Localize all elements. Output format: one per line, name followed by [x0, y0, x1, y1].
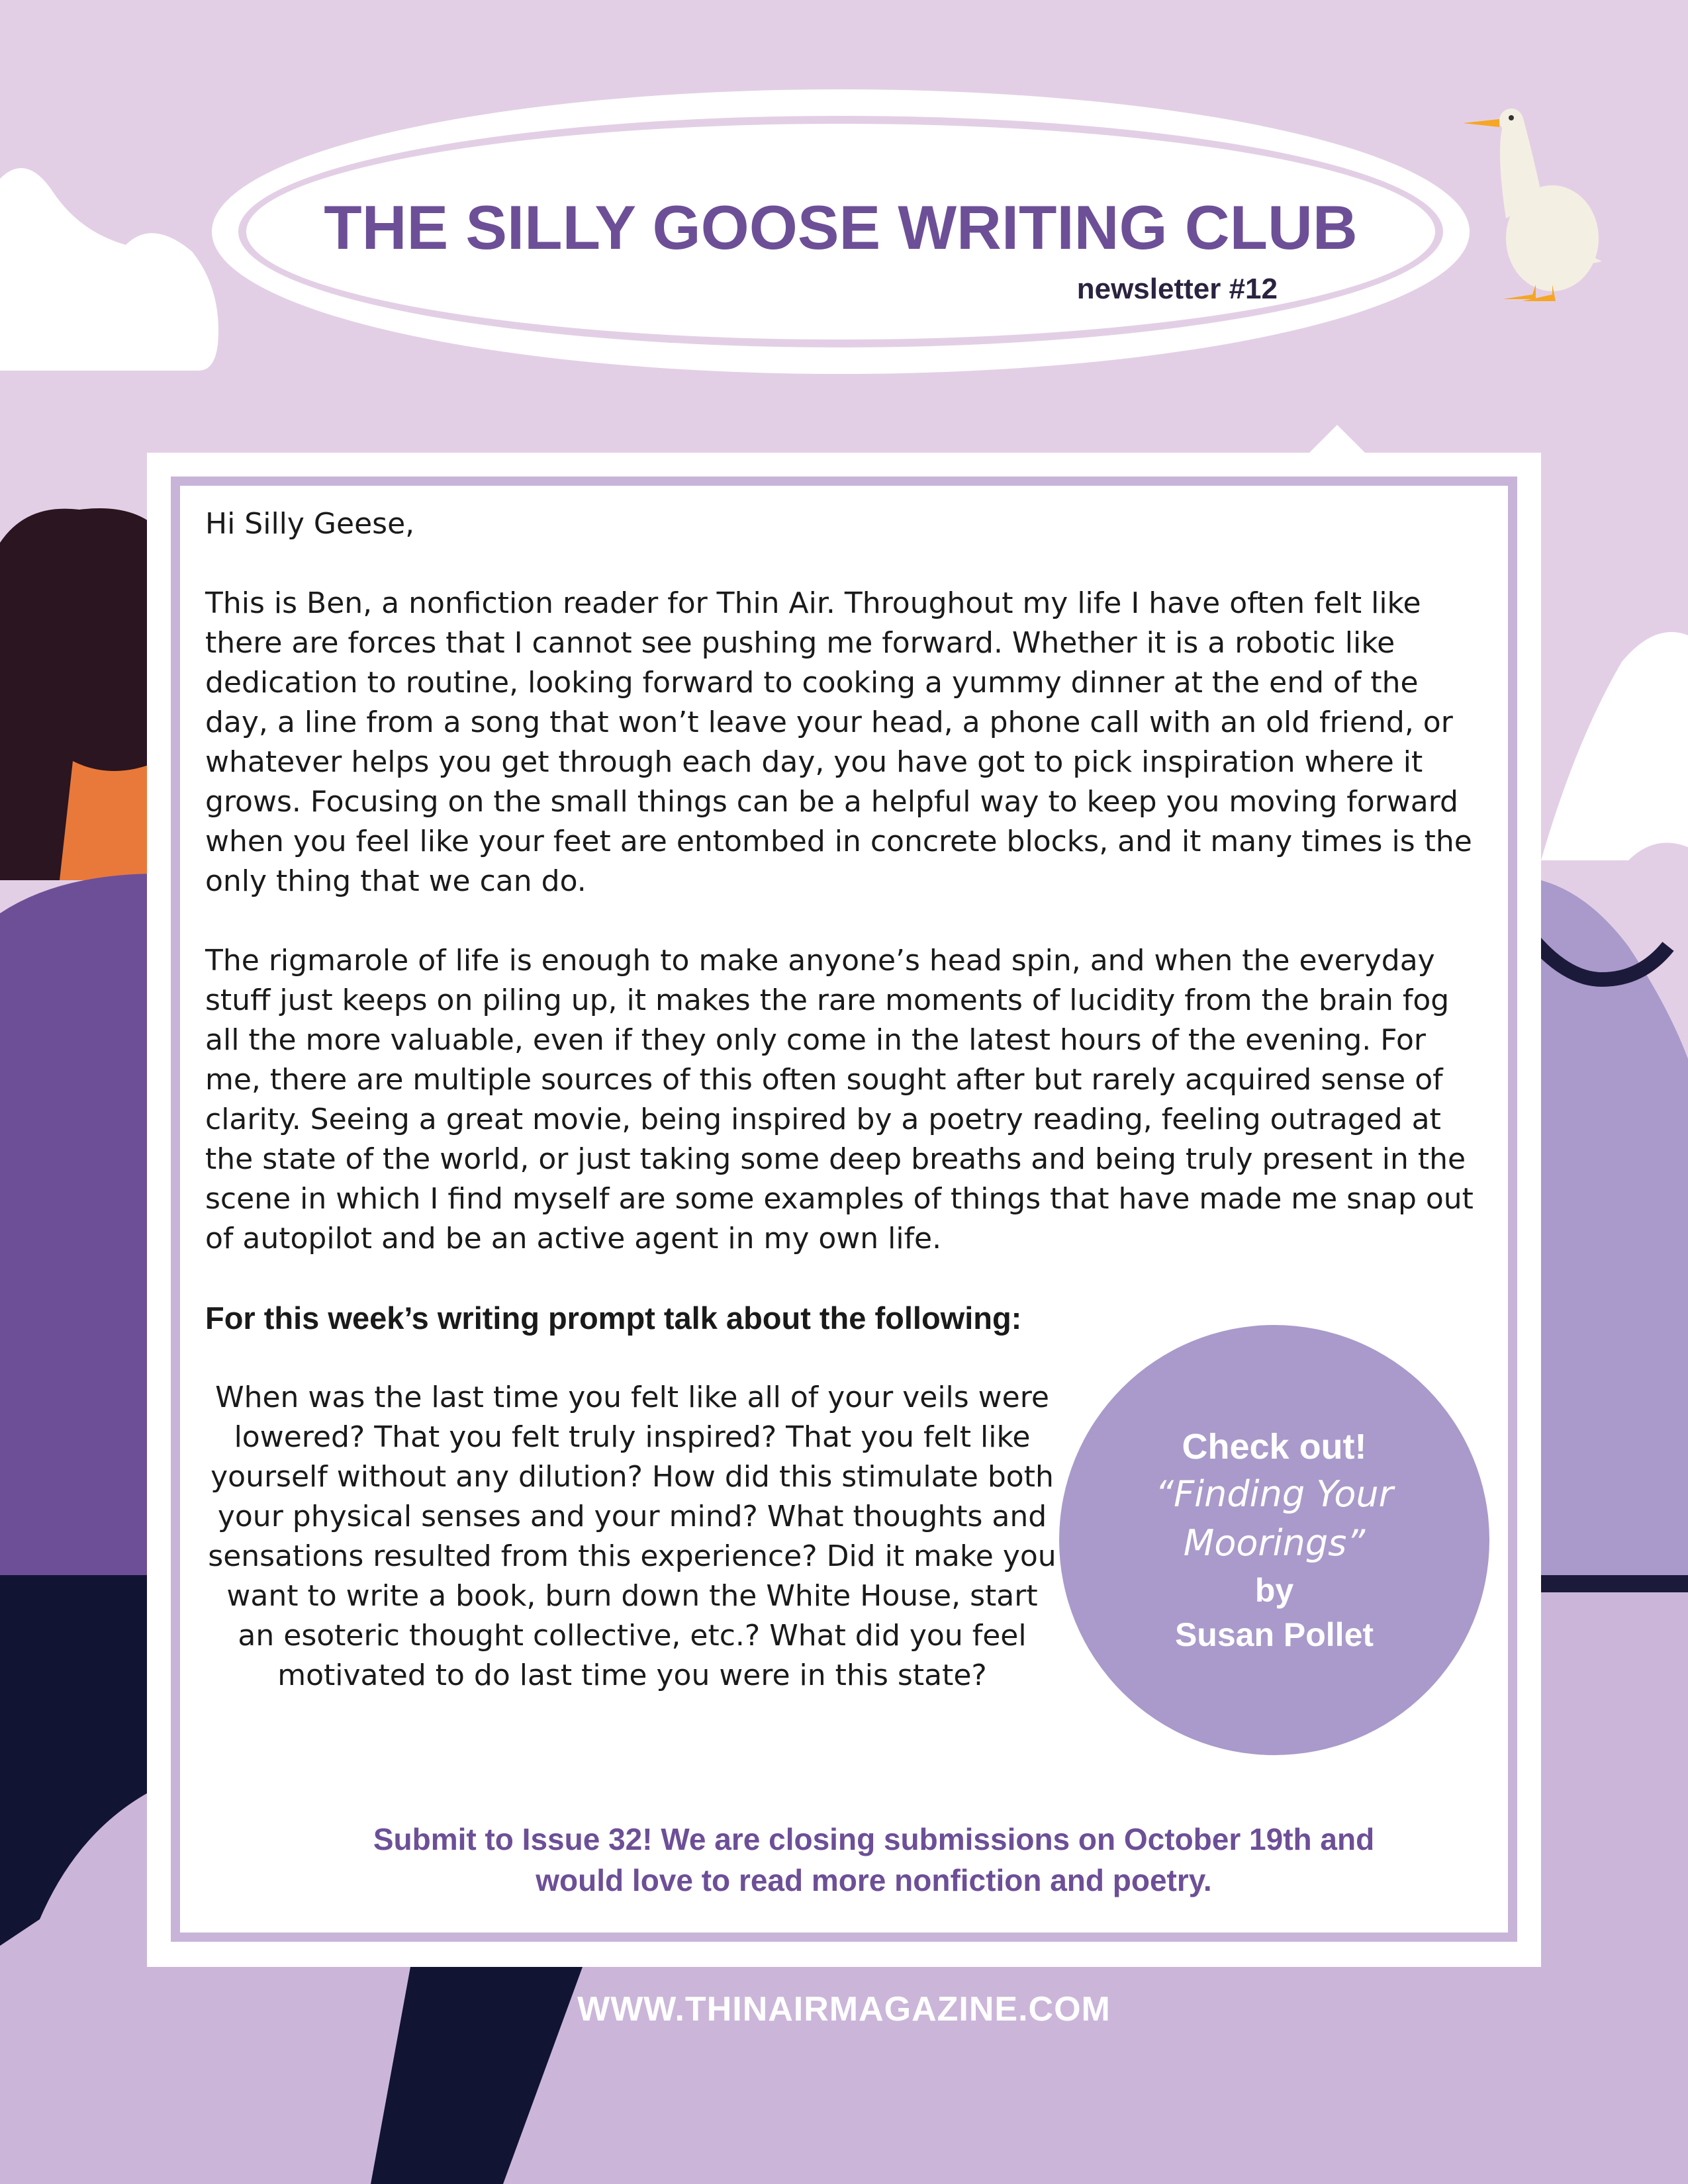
- prompt-heading: For this week’s writing prompt talk about the following:: [205, 1300, 1022, 1336]
- feature-book-title: “Finding Your Moorings”: [1155, 1473, 1393, 1564]
- prompt-body: When was the last time you felt like all of your veils were lowered? That you felt truly inspired? That you felt like yourself without any dilution? How did this stimulate both your physical senses and your mind? What thoughts and sensations resulted from this experience? Did it make you want to write a book, burn down the White House, start an esoteric thought collective, etc.? What did you feel motivated to do last time you were in this state?: [208, 1381, 1056, 1692]
- feature-by: by: [1254, 1572, 1294, 1609]
- feature-circle: [1059, 1325, 1489, 1755]
- goose-illustration: [1463, 109, 1602, 301]
- feature-check-out: Check out!: [1182, 1427, 1367, 1467]
- letter-paragraph-2: The rigmarole of life is enough to make anyone’s head spin, and when the everyday stuff just keeps on piling up, it makes the rare moments of lucidity from the brain fog all the more valuable, even if they only come in the latest hours of the evening. For me, there are multiple sources of this often sought after but rarely acquired sense of clarity. Seeing a great movie, being inspired by a poetry reading, feeling outraged at the state of the world, or just taking some deep breaths and being truly present in the scene in which I find myself are some examples of things that have made me snap out of autopilot and be an active agent in my own life.: [205, 944, 1474, 1255]
- page-title: THE SILLY GOOSE WRITING CLUB: [324, 193, 1358, 262]
- letter-greeting: Hi Silly Geese,: [205, 507, 415, 541]
- cloud-illustration: [1541, 632, 1688, 860]
- feature-author: Susan Pollet: [1174, 1616, 1374, 1653]
- letter-body: [205, 504, 1489, 1378]
- website-link[interactable]: WWW.THINAIRMAGAZINE.COM: [577, 1990, 1111, 2028]
- cloud-illustration: [0, 168, 218, 371]
- letter-paragraph-1: This is Ben, a nonfiction reader for Thin Air. Throughout my life I have often felt like there are forces that I cannot see pushing me forward. Whether it is a robotic like dedication to routine, looking forward to cooking a yummy dinner at the end of the day, a line from a song that won’t leave your head, a phone call with an old friend, or whatever helps you get through each day, you have got to pick inspiration where it grows. Focusing on the small things can be a helpful way to keep you moving forward when you feel like your feet are entombed in concrete blocks, and it many times is the only thing that we can do.: [205, 586, 1472, 898]
- submit-note: Submit to Issue 32! We are closing submissions on October 19th and would love to read more nonfiction and poetry.: [373, 1822, 1375, 1897]
- issue-label: newsletter #12: [1076, 273, 1278, 305]
